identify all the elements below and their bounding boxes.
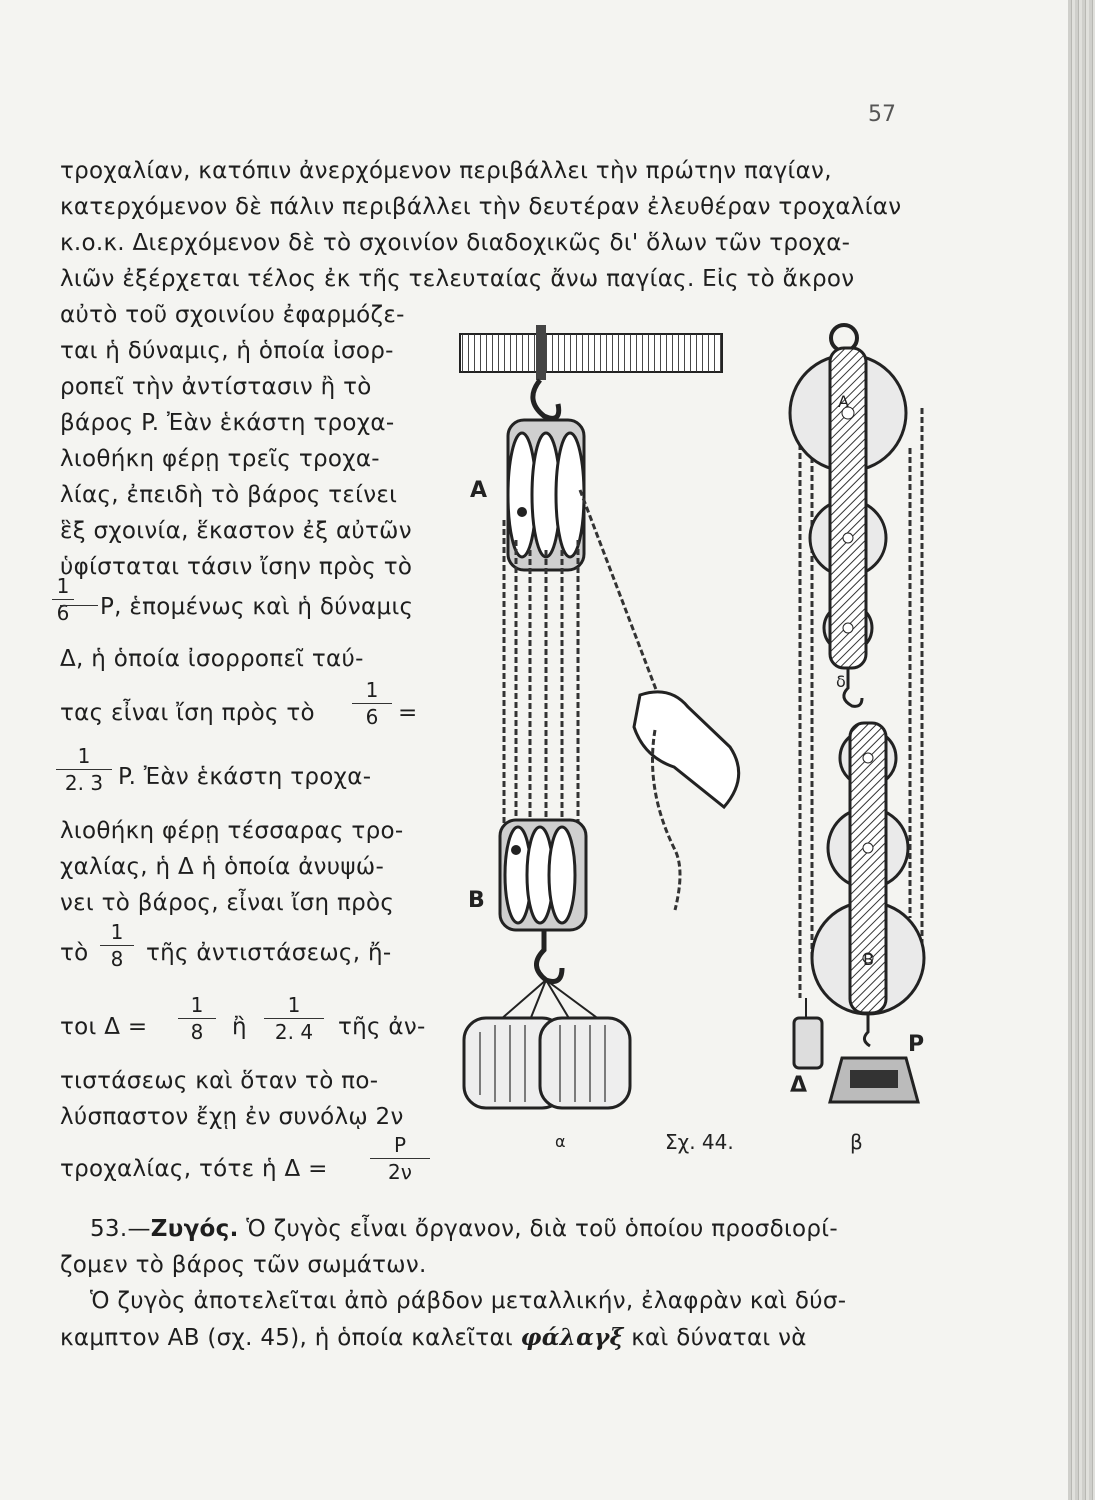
text-line: ζομεν τὸ βάρος τῶν σωμάτων.	[60, 1252, 427, 1278]
text-line: λύσπαστον ἔχῃ ἐν συνόλῳ 2ν	[60, 1104, 404, 1130]
text-line: λίας, ἐπειδὴ τὸ βάρος τείνει	[60, 482, 398, 508]
text-line: τῆς ἀν-	[338, 1014, 426, 1040]
text-line: αὐτὸ τοῦ σχοινίου ἐφαρμόζε-	[60, 302, 405, 328]
section-title: Ζυγός.	[150, 1216, 239, 1242]
text-line: Ὁ ζυγὸς ἀποτελεῖται ἀπὸ ράβδον μεταλλικήν, ἐλαφρὰν καὶ δύσ-	[90, 1288, 847, 1314]
text-line: τῆς ἀντιστάσεως, ἤ-	[146, 940, 392, 966]
label-B: B	[468, 888, 485, 913]
text-line: ροπεῖ τὴν ἀντίστασιν ἢ τὸ	[60, 374, 372, 400]
label-P: P	[908, 1032, 925, 1057]
text-line: τοι Δ =	[60, 1014, 148, 1040]
label-Delta: Δ	[790, 1073, 808, 1098]
equals-sign: =	[398, 700, 418, 726]
text-line: ἓξ σχοινία, ἕκαστον ἐξ αὐτῶν	[60, 518, 412, 544]
subfigure-alpha: α	[555, 1132, 566, 1151]
text-line: P, ἑπομένως καὶ ἡ δύναμις	[100, 594, 414, 620]
label-A: A	[470, 478, 488, 503]
text-line: τὸ	[60, 940, 89, 966]
pulley-system-illustration-b	[790, 318, 940, 1118]
fraction-one-sixth: 1 6	[52, 574, 74, 625]
text-line: ἢ	[232, 1014, 247, 1040]
text-line: κ.ο.κ. Διερχόμενον δὲ τὸ σχοινίον διαδοχικῶς δι' ὅλων τῶν τροχα-	[60, 230, 851, 256]
fraction-one-eighth: 1 8	[178, 993, 216, 1044]
section-text: Ὁ ζυγὸς εἶναι ὄργανον, διὰ τοῦ ὁποίου προσδιορί-	[246, 1216, 838, 1242]
text-line: ται ἡ δύναμις, ἡ ὁποία ἰσορ-	[60, 338, 394, 364]
text-line: P. Ἐὰν ἑκάστη τροχα-	[118, 764, 372, 790]
text-line: τας εἶναι ἴση πρὸς τὸ	[60, 700, 315, 726]
page-edge	[1068, 0, 1095, 1500]
subfigure-beta: β	[850, 1130, 863, 1154]
text-line: Δ, ἡ ὁποία ἰσορροπεῖ ταύ-	[60, 646, 364, 672]
text-line: λιοθήκη φέρῃ τρεῖς τροχα-	[60, 446, 380, 472]
fraction-one-sixth: 1 6	[352, 678, 392, 729]
section-number: 53.—	[90, 1216, 151, 1242]
text-line: νει τὸ βάρος, εἶναι ἴση πρὸς	[60, 890, 395, 916]
term-phalanx: φάλαγξ	[520, 1324, 624, 1351]
label-delta-small: δ	[836, 672, 846, 691]
text-line: καμπτον ΑΒ (σχ. 45), ἡ ὁποία καλεῖται φάλαγξ καὶ δύναται νὰ	[60, 1324, 807, 1351]
fraction-one-over-two-three: 1 2. 3	[56, 744, 112, 795]
text-line: κατερχόμενον δὲ πάλιν περιβάλλει τὴν δευτέραν ἐλευθέραν τροχαλίαν	[60, 194, 902, 220]
text-line: βάρος P. Ἐὰν ἑκάστη τροχα-	[60, 410, 395, 436]
page-number: 57	[868, 102, 896, 127]
fraction-P-over-2nu: P 2ν	[370, 1133, 430, 1184]
text-line: τιστάσεως καὶ ὅταν τὸ πο-	[60, 1068, 379, 1094]
text-line: λιοθήκη φέρῃ τέσσαρας τρο-	[60, 818, 404, 844]
figure-caption: Σχ. 44.	[665, 1130, 734, 1154]
pulley-block-illustration-a	[450, 320, 740, 1140]
fraction-one-eighth: 1 8	[100, 920, 134, 971]
text-line: τροχαλίας, τότε ἡ Δ =	[60, 1156, 328, 1182]
label-B-small: B	[863, 950, 874, 969]
label-A-small: A	[838, 392, 849, 411]
text-line: λιῶν ἐξέρχεται τέλος ἐκ τῆς τελευταίας ἄνω παγίας. Εἰς τὸ ἄκρον	[60, 266, 855, 292]
text-line: χαλίας, ἡ Δ ἡ ὁποία ἀνυψώ-	[60, 854, 385, 880]
text-line: τροχαλίαν, κατόπιν ἀνερχόμενον περιβάλλει τὴν πρώτην παγίαν,	[60, 158, 832, 184]
fraction-one-over-two-four: 1 2. 4	[264, 993, 324, 1044]
section-heading-line	[90, 1216, 838, 1242]
text-line: ὑφίσταται τάσιν ἴσην πρὸς τὸ	[60, 554, 413, 580]
